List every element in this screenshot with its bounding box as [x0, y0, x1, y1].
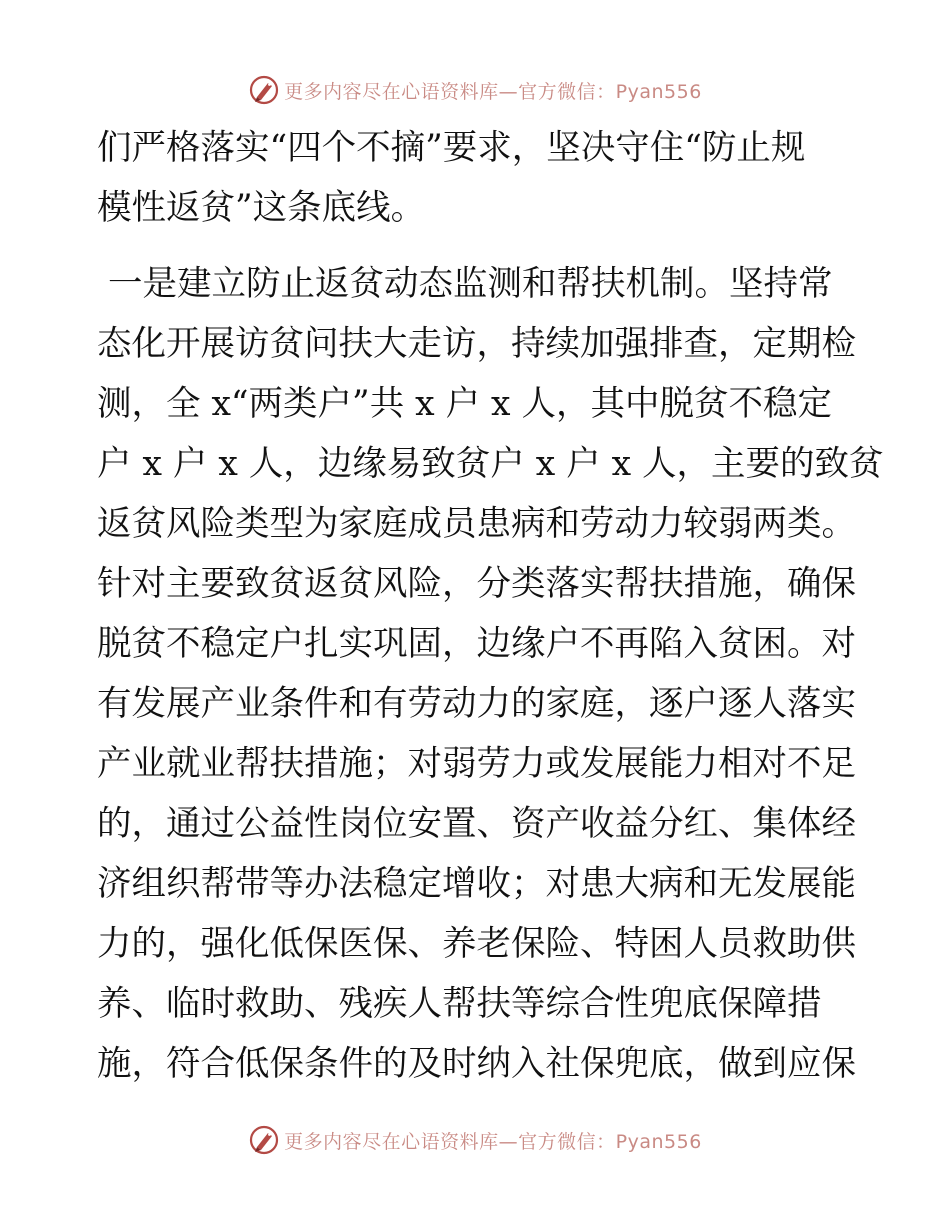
pen-logo-icon [248, 74, 280, 106]
text-line: 模性返贫”这条底线。 [97, 188, 426, 228]
text-line: 产业就业帮扶措施；对弱劳力或发展能力相对不足 [97, 744, 856, 784]
watermark-footer [0, 1120, 950, 1160]
text-line: 施，符合低保条件的及时纳入社保兜底，做到应保 [97, 1044, 856, 1084]
watermark-text: 更多内容尽在心语资料库—官方微信：Pyan556 [284, 80, 702, 103]
text-line: 济组织帮带等办法稳定增收；对患大病和无发展能 [97, 864, 856, 904]
text-line: 态化开展访贫问扶大走访，持续加强排查，定期检 [97, 324, 856, 364]
text-line: 养、临时救助、残疾人帮扶等综合性兜底保障措 [97, 984, 822, 1024]
text-line: 们严格落实“四个不摘”要求，坚决守住“防止规 [97, 128, 806, 168]
text-line: 针对主要致贫返贫风险，分类落实帮扶措施，确保 [97, 564, 856, 604]
text-line: 的，通过公益性岗位安置、资产收益分红、集体经 [97, 804, 856, 844]
text-line: 一是建立防止返贫动态监测和帮扶机制。坚持常 [97, 264, 833, 304]
text-line: 脱贫不稳定户扎实巩固，边缘户不再陷入贫困。对 [97, 624, 856, 664]
text-line: 测，全 x“两类户”共 x 户 x 人，其中脱贫不稳定 [97, 384, 832, 424]
text-line: 返贫风险类型为家庭成员患病和劳动力较弱两类。 [97, 504, 856, 544]
text-line: 有发展产业条件和有劳动力的家庭，逐户逐人落实 [97, 684, 856, 724]
document-body [97, 118, 884, 1094]
pen-logo-icon [248, 1124, 280, 1156]
watermark-header [0, 70, 950, 110]
text-line: 户 x 户 x 人，边缘易致贫户 x 户 x 人，主要的致贫 [97, 444, 884, 484]
watermark-text: 更多内容尽在心语资料库—官方微信：Pyan556 [284, 1130, 702, 1153]
text-line: 力的，强化低保医保、养老保险、特困人员救助供 [97, 924, 856, 964]
